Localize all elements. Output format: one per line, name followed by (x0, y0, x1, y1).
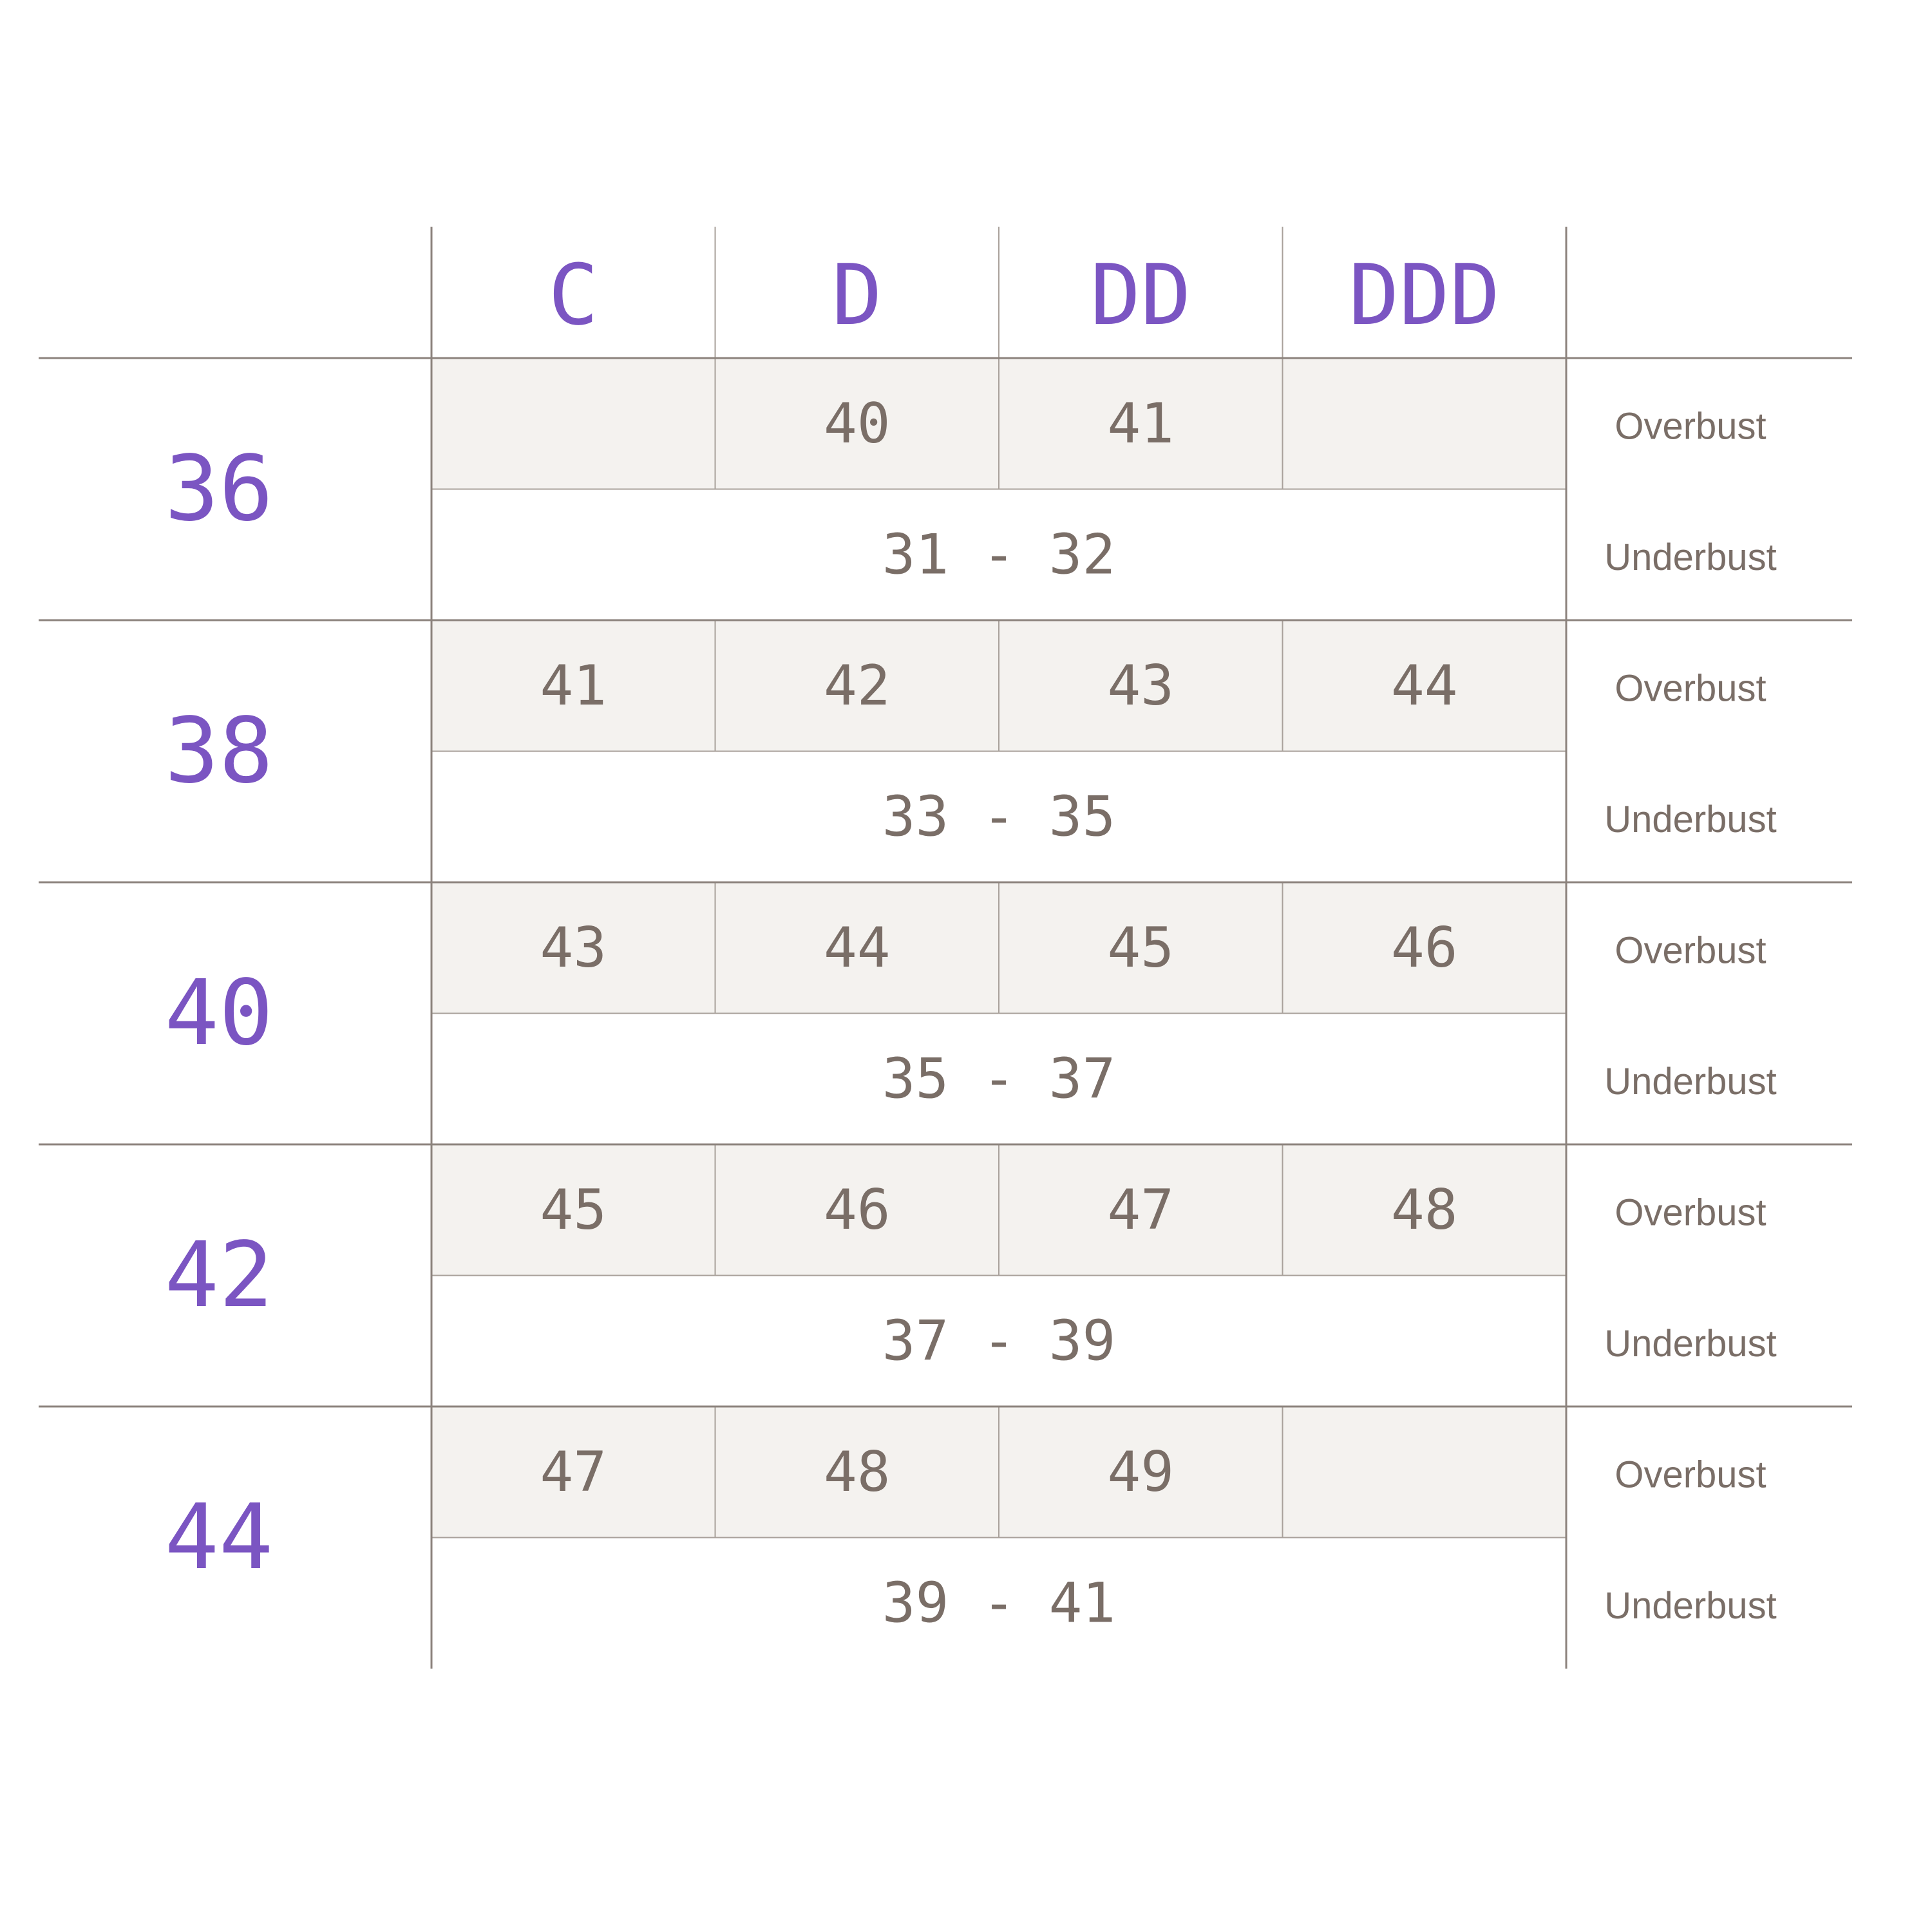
overbust-label: Overbust (1615, 1454, 1766, 1496)
column-header-dd: DD (1090, 246, 1191, 344)
band-size-label: 36 (164, 437, 274, 542)
overbust-cell: 44 (1390, 653, 1458, 718)
overbust-cell: 46 (823, 1177, 891, 1242)
band-size-label: 44 (164, 1485, 274, 1590)
underbust-label: Underbust (1604, 1060, 1777, 1103)
underbust-range: 35 - 37 (882, 1046, 1116, 1112)
overbust-cell: 45 (1107, 915, 1175, 980)
overbust-cell: 49 (1107, 1439, 1175, 1504)
overbust-cell: 43 (540, 915, 607, 980)
overbust-cell: 42 (823, 653, 891, 718)
underbust-label: Underbust (1604, 536, 1777, 578)
overbust-cell: 48 (823, 1439, 891, 1504)
overbust-label: Overbust (1615, 1191, 1766, 1234)
overbust-cell: 41 (1107, 391, 1175, 456)
band-size-label: 40 (164, 961, 274, 1066)
overbust-cell: 45 (540, 1177, 607, 1242)
overbust-cell: 47 (540, 1439, 607, 1504)
band-size-label: 38 (164, 699, 274, 804)
underbust-range: 31 - 32 (882, 522, 1116, 587)
overbust-cell: 44 (823, 915, 891, 980)
column-header-ddd: DDD (1349, 246, 1501, 344)
overbust-label: Overbust (1615, 929, 1766, 972)
overbust-cell: 48 (1390, 1177, 1458, 1242)
overbust-label: Overbust (1615, 667, 1766, 710)
underbust-range: 33 - 35 (882, 784, 1116, 849)
underbust-label: Underbust (1604, 798, 1777, 840)
column-header-d: D (831, 246, 882, 344)
overbust-cell: 41 (540, 653, 607, 718)
overbust-label: Overbust (1615, 405, 1766, 448)
underbust-label: Underbust (1604, 1322, 1777, 1365)
band-size-label: 42 (164, 1223, 274, 1328)
underbust-range: 37 - 39 (882, 1309, 1116, 1374)
overbust-cell: 47 (1107, 1177, 1175, 1242)
overbust-cell: 43 (1107, 653, 1175, 718)
overbust-cell: 40 (823, 391, 891, 456)
column-header-c: C (548, 246, 599, 344)
underbust-range: 39 - 41 (882, 1571, 1116, 1636)
underbust-label: Underbust (1604, 1584, 1777, 1627)
overbust-cell: 46 (1390, 915, 1458, 980)
